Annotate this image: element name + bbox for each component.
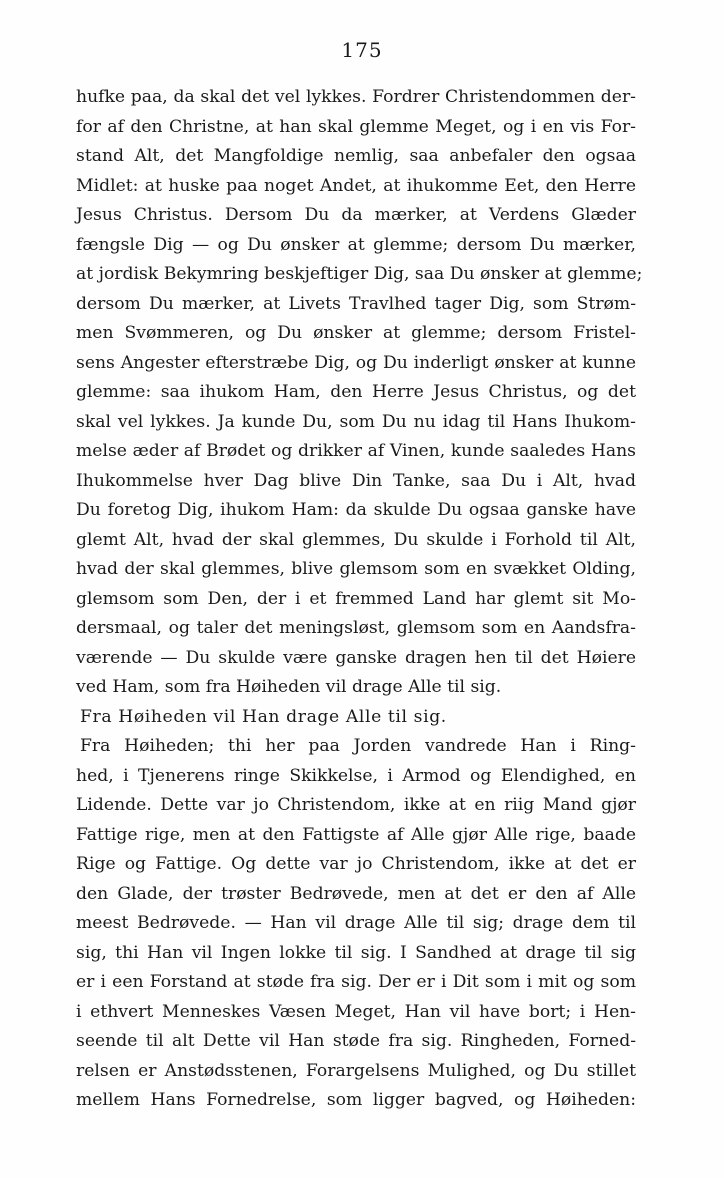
text-line: glemme: saa ihukom Ham, den Herre Jesus Christus, og det — [76, 382, 636, 402]
text-line: fængsle Dig — og Du ønsker at glemme; dersom Du mærker, — [76, 234, 636, 255]
text-line: hvad der skal glemmes, blive glemsom som en svækket Olding, — [76, 559, 636, 579]
text-line: Rige og Fattige. Og dette var jo Christendom, ikke at det er — [76, 854, 636, 874]
text-line-heading: Fra Høiheden vil Han drage Alle til sig. — [80, 706, 447, 727]
text-line: men Svømmeren, og Du ønsker at glemme; dersom Fristel- — [76, 323, 636, 343]
text-line: Jesus Christus. Dersom Du da mærker, at Verdens Glæder — [76, 205, 636, 225]
text-line: relsen er Anstødsstenen, Forargelsens Mulighed, og Du stillet — [76, 1060, 636, 1081]
text-line: Lidende. Dette var jo Christendom, ikke at en riig Mand gjør — [76, 795, 636, 815]
text-line: dersom Du mærker, at Livets Travlhed tager Dig, som Strøm- — [76, 293, 636, 314]
text-line: at jordisk Bekymring beskjeftiger Dig, saa Du ønsker at glemme; — [76, 264, 643, 284]
text-line: hed, i Tjenerens ringe Skikkelse, i Armod og Elendighed, en — [76, 765, 636, 786]
text-line: for af den Christne, at han skal glemme Meget, og i en vis For- — [76, 116, 636, 137]
body-text — [76, 83, 643, 1116]
text-line: seende til alt Dette vil Han støde fra sig. Ringheden, Forned- — [76, 1031, 636, 1051]
text-line: skal vel lykkes. Ja kunde Du, som Du nu idag til Hans Ihukom- — [76, 411, 636, 432]
text-line: sig, thi Han vil Ingen lokke til sig. I Sandhed at drage til sig — [76, 942, 636, 963]
text-line: glemsom som Den, der i et fremmed Land har glemt sit Mo- — [76, 588, 636, 609]
text-line: mellem Hans Fornedrelse, som ligger bagved, og Høiheden: — [76, 1090, 636, 1110]
text-line: værende — Du skulde være ganske dragen hen til det Høiere — [76, 647, 636, 668]
text-line: ved Ham, som fra Høiheden vil drage Alle til sig. — [76, 677, 502, 697]
text-line: Fattige rige, men at den Fattigste af Alle gjør Alle rige, baade — [76, 824, 636, 845]
text-line: meest Bedrøvede. — Han vil drage Alle til sig; drage dem til — [76, 913, 636, 933]
text-line: i ethvert Menneskes Væsen Meget, Han vil have bort; i Hen- — [76, 1001, 636, 1022]
text-line: Midlet: at huske paa noget Andet, at ihukomme Eet, den Herre — [76, 175, 636, 196]
text-line: hufke paa, da skal det vel lykkes. Fordrer Christendommen der- — [76, 87, 636, 107]
text-line: glemt Alt, hvad der skal glemmes, Du skulde i Forhold til Alt, — [76, 529, 636, 550]
text-line: Fra Høiheden; thi her paa Jorden vandrede Han i Ring- — [80, 736, 636, 756]
text-line: den Glade, der trøster Bedrøvede, men at det er den af Alle — [76, 883, 636, 904]
text-line: melse æder af Brødet og drikker af Vinen, kunde saaledes Hans — [76, 441, 636, 461]
text-line: dersmaal, og taler det meningsløst, glemsom som en Aandsfra- — [76, 618, 636, 638]
page-number: 175 — [341, 38, 383, 62]
text-line: Ihukommelse hver Dag blive Din Tanke, saa Du i Alt, hvad — [76, 470, 636, 491]
text-line: stand Alt, det Mangfoldige nemlig, saa anbefaler den ogsaa — [76, 146, 636, 166]
text-line: Du foretog Dig, ihukom Ham: da skulde Du ogsaa ganske have — [76, 500, 636, 520]
text-line: er i een Forstand at støde fra sig. Der er i Dit som i mit og som — [76, 972, 636, 992]
text-line: sens Angester efterstræbe Dig, og Du inderligt ønsker at kunne — [76, 352, 636, 373]
